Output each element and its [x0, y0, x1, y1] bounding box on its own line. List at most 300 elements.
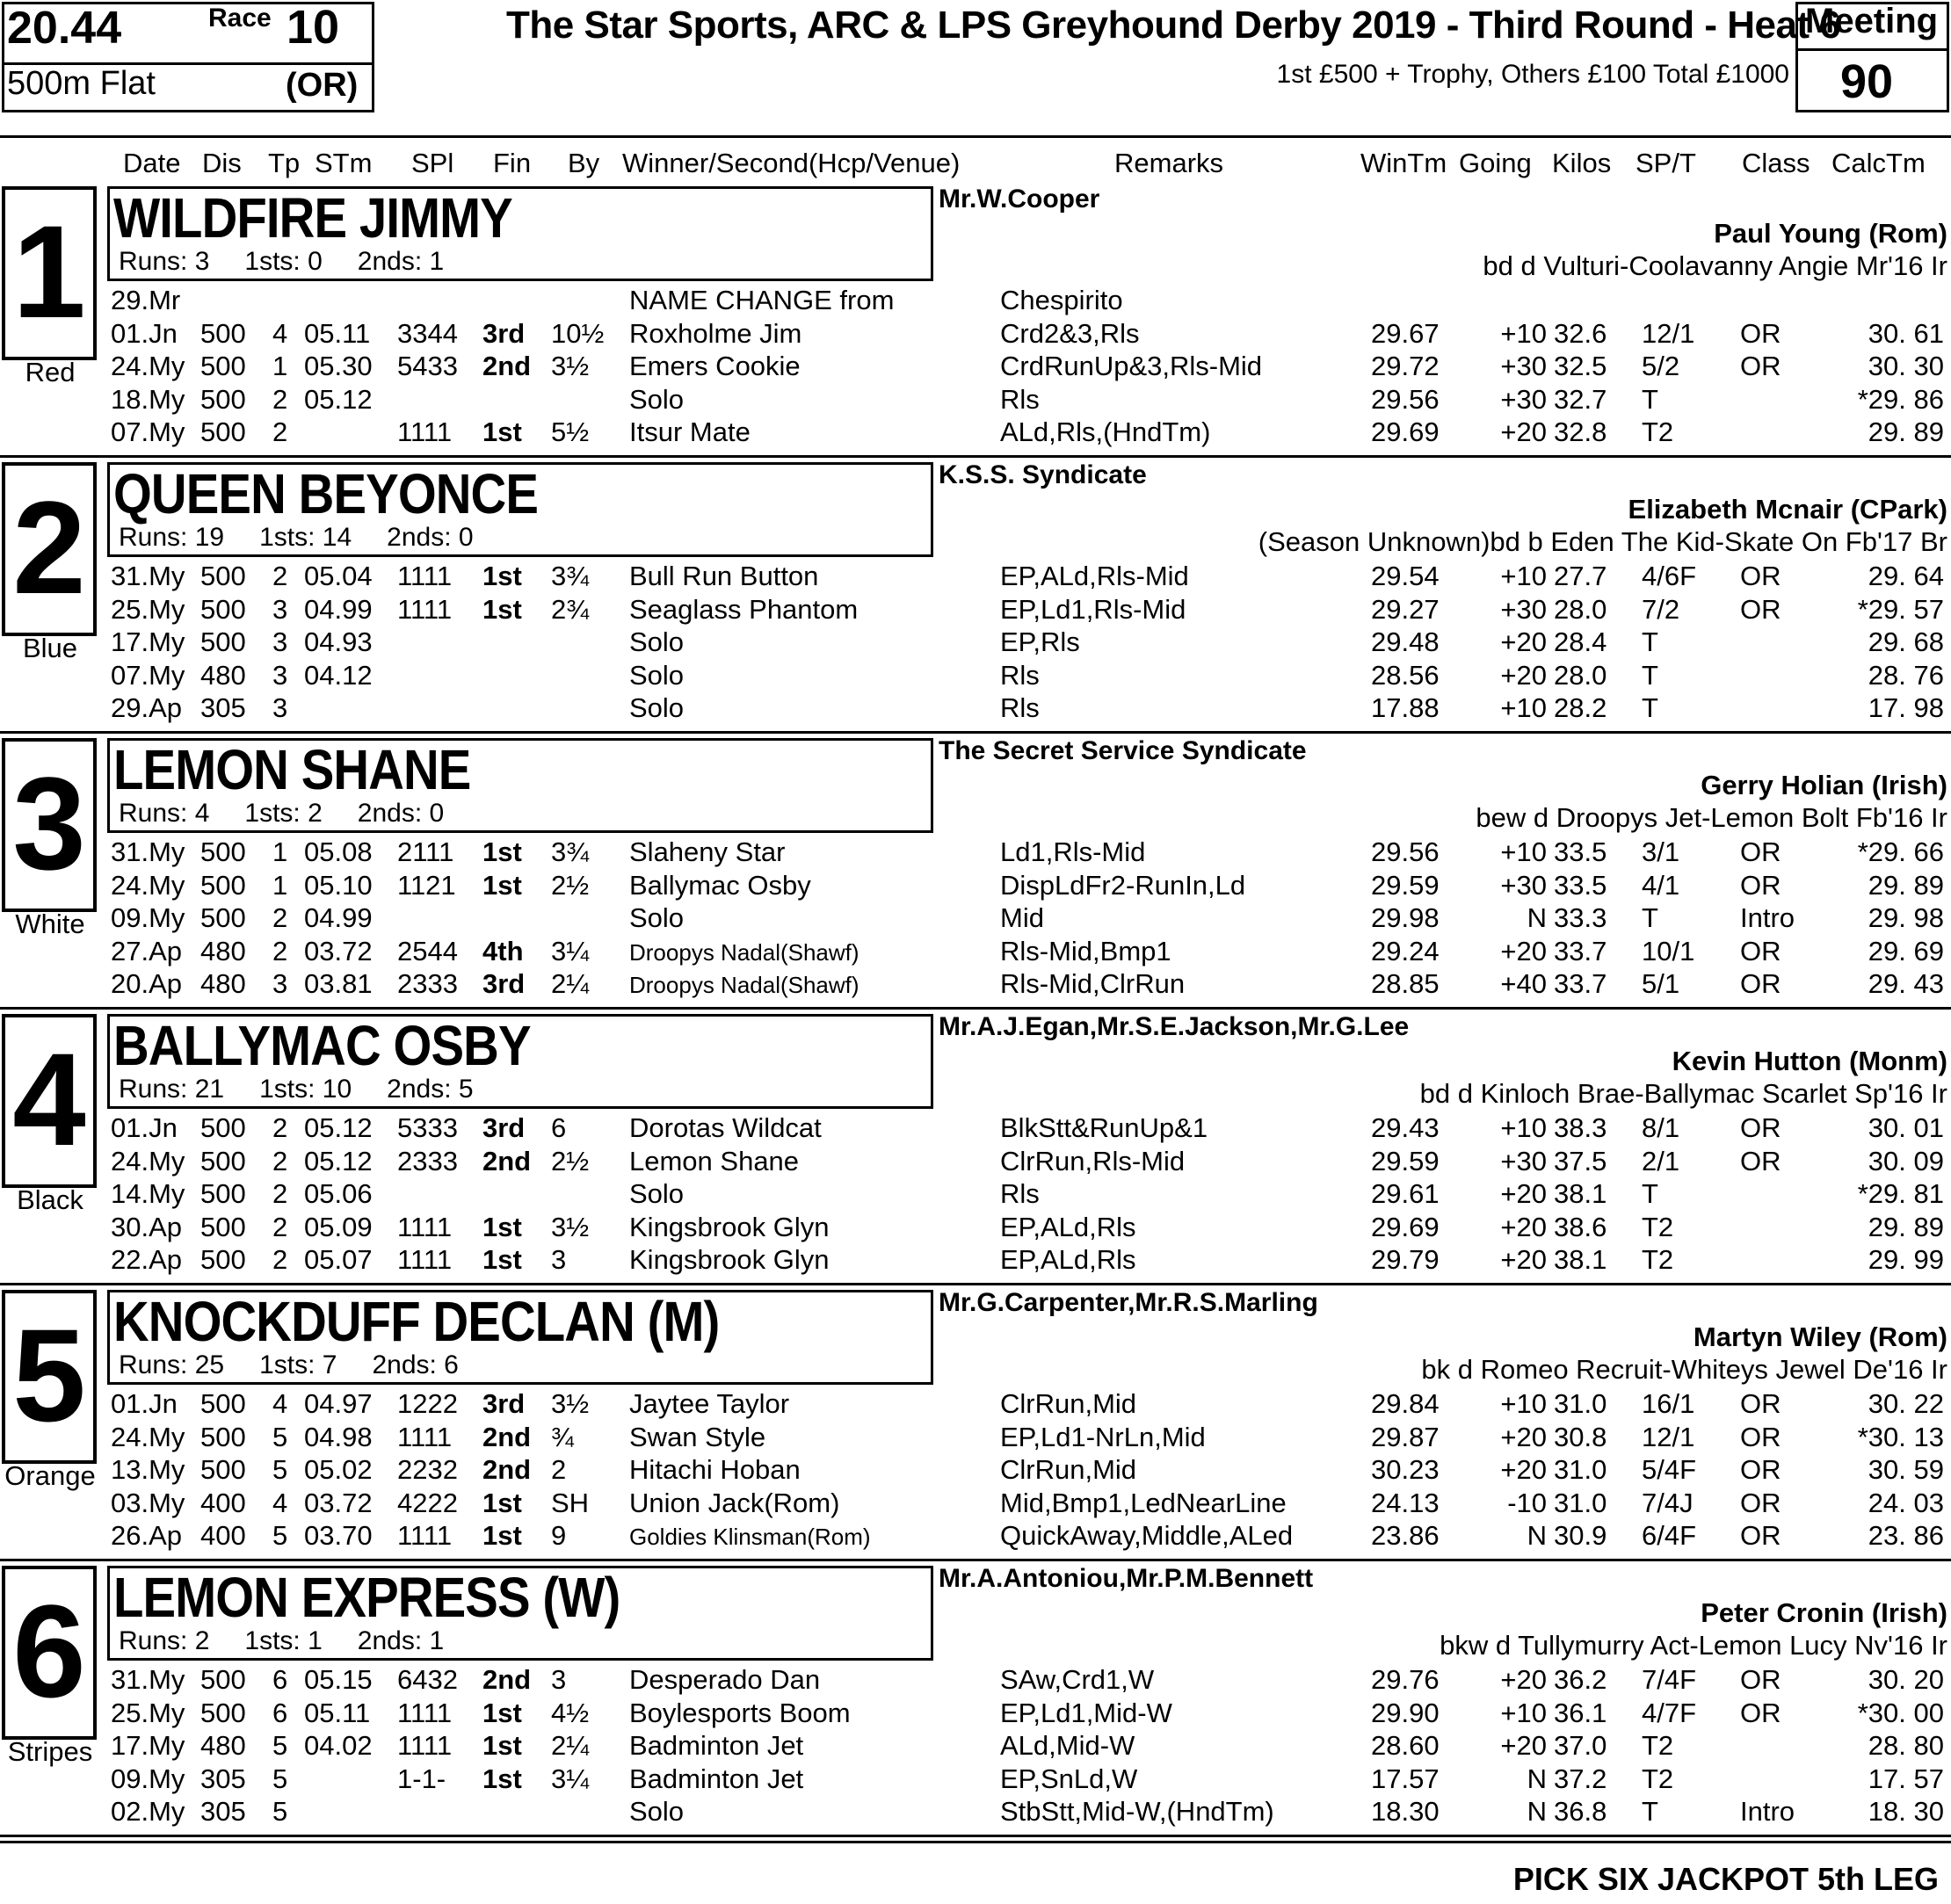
form-class: OR	[1740, 593, 1781, 625]
form-remarks: StbStt,Mid-W,(HndTm)	[1000, 1796, 1274, 1827]
form-by: 2½	[551, 1145, 590, 1176]
form-spl: 1111	[397, 1211, 453, 1242]
meeting-divider	[1798, 48, 1947, 51]
form-row	[0, 1422, 1951, 1454]
form-stm: 05.30	[304, 351, 373, 381]
form-dis: 500	[200, 1454, 246, 1485]
form-remarks: Rls	[1000, 659, 1040, 691]
form-stm: 04.99	[304, 593, 373, 625]
form-wintm: 29.54	[1371, 561, 1440, 591]
form-winner: Solo	[629, 1796, 685, 1827]
form-fin: 1st	[482, 1763, 522, 1794]
form-calctm: 29. 89	[1868, 869, 1944, 901]
form-tp: 4	[272, 1388, 288, 1419]
form-row	[0, 1488, 1951, 1520]
form-dis: 500	[200, 902, 246, 933]
form-fin: 1st	[482, 1211, 522, 1242]
form-fin: 1st	[482, 1244, 522, 1275]
runner-block	[0, 735, 1951, 1010]
runner-separator	[0, 1283, 1951, 1285]
stat-seconds: 2nds: 1	[357, 247, 445, 276]
form-by: 3¾	[551, 836, 590, 867]
form-calctm: *29. 86	[1857, 383, 1944, 415]
form-going: +10	[1500, 317, 1547, 349]
form-calctm: 18. 30	[1868, 1796, 1944, 1827]
runner-separator	[0, 1559, 1951, 1561]
breeding: bd d Vulturi-Coolavanny Angie Mr'16 Ir	[1483, 250, 1947, 281]
form-dis: 500	[200, 593, 246, 625]
form-winner: Dorotas Wildcat	[629, 1112, 822, 1143]
dog-name: WILDFIRE JIMMY	[113, 186, 512, 250]
form-kilos: 37.2	[1554, 1763, 1607, 1794]
form-spl: 1111	[397, 1697, 453, 1728]
form-stm: 04.99	[304, 902, 373, 933]
form-row	[0, 1388, 1951, 1421]
form-kilos: 32.5	[1554, 351, 1607, 381]
breeding: bk d Romeo Recruit-Whiteys Jewel De'16 Ir	[1421, 1354, 1947, 1385]
form-tp: 2	[272, 561, 288, 591]
form-wintm: 29.69	[1371, 416, 1440, 447]
form-remarks: CrdRunUp&3,Rls-Mid	[1000, 351, 1263, 381]
form-going: +10	[1500, 561, 1547, 591]
form-spt: 16/1	[1642, 1388, 1695, 1419]
form-tp: 6	[272, 1664, 288, 1695]
form-row	[0, 936, 1951, 968]
race-time: 20.44	[7, 3, 122, 54]
stat-seconds: 2nds: 6	[372, 1350, 459, 1379]
stat-firsts: 1sts: 7	[259, 1350, 337, 1379]
form-date: 27.Ap	[111, 935, 183, 966]
form-remarks: ClrRun,Rls-Mid	[1000, 1145, 1186, 1176]
form-tp: 2	[272, 902, 288, 933]
form-stm: 03.70	[304, 1520, 373, 1551]
form-spt: T2	[1642, 1730, 1674, 1761]
form-dis: 500	[200, 1244, 246, 1275]
stat-runs: Runs: 4	[119, 799, 210, 828]
runner-separator	[0, 731, 1951, 734]
form-date: 07.My	[111, 416, 185, 447]
form-row	[0, 660, 1951, 692]
form-winner: Solo	[629, 1178, 685, 1209]
column-header: WinTm	[1360, 148, 1447, 178]
form-stm: 03.81	[304, 968, 373, 999]
form-class: OR	[1740, 1112, 1781, 1143]
form-tp: 2	[272, 1112, 288, 1143]
form-kilos: 31.0	[1554, 1487, 1607, 1518]
form-spt: T	[1642, 1796, 1658, 1827]
form-fin: 2nd	[482, 1664, 532, 1695]
form-kilos: 38.1	[1554, 1244, 1607, 1275]
form-date: 01.Jn	[111, 317, 178, 349]
form-row	[0, 561, 1951, 593]
form-remarks: EP,Ld1-NrLn,Mid	[1000, 1421, 1206, 1452]
form-date: 18.My	[111, 383, 185, 415]
form-dis: 500	[200, 351, 246, 381]
form-row	[0, 626, 1951, 659]
form-wintm: 29.69	[1371, 1211, 1440, 1242]
meeting-label: Meeting	[1805, 2, 1939, 40]
dog-name: KNOCKDUFF DECLAN (M)	[113, 1290, 720, 1353]
form-dis: 400	[200, 1487, 246, 1518]
form-dis: 500	[200, 1664, 246, 1695]
stat-firsts: 1sts: 2	[244, 799, 323, 828]
form-wintm: 29.67	[1371, 317, 1440, 349]
form-remarks: ALd,Mid-W	[1000, 1730, 1135, 1761]
form-remarks: Mid	[1000, 902, 1044, 933]
form-date: 03.My	[111, 1487, 185, 1518]
form-fin: 3rd	[482, 968, 526, 999]
form-going: +20	[1500, 1730, 1547, 1761]
form-spl: 1111	[397, 1421, 453, 1452]
form-spl: 3344	[397, 317, 458, 349]
form-class: OR	[1740, 1697, 1781, 1728]
form-fin: 1st	[482, 1730, 522, 1761]
form-row	[0, 1698, 1951, 1730]
form-spt: T2	[1642, 1244, 1674, 1275]
form-spt: 12/1	[1642, 1421, 1695, 1452]
owner: Mr.A.J.Egan,Mr.S.E.Jackson,Mr.G.Lee	[939, 1012, 1410, 1041]
form-date: 17.My	[111, 1730, 185, 1761]
form-stm: 05.08	[304, 836, 373, 867]
column-header: SPl	[411, 148, 454, 178]
column-header: By	[568, 148, 600, 178]
form-spt: 7/2	[1642, 593, 1680, 625]
form-kilos: 28.0	[1554, 593, 1607, 625]
breeding: bew d Droopys Jet-Lemon Bolt Fb'16 Ir	[1476, 802, 1947, 833]
form-spl: 2333	[397, 1145, 458, 1176]
form-going: +10	[1500, 692, 1547, 723]
form-spt: 4/1	[1642, 869, 1680, 901]
form-spt: 12/1	[1642, 317, 1695, 349]
form-by: 3½	[551, 1388, 590, 1419]
runner-separator	[0, 455, 1951, 458]
dog-stats	[119, 523, 509, 553]
form-winner: Solo	[629, 626, 685, 657]
form-going: +10	[1500, 1388, 1547, 1419]
form-tp: 3	[272, 968, 288, 999]
form-tp: 4	[272, 1487, 288, 1518]
form-by: ¾	[551, 1421, 574, 1452]
form-kilos: 37.5	[1554, 1145, 1607, 1176]
race-grade: (OR)	[286, 67, 359, 104]
form-stm: 03.72	[304, 935, 373, 966]
form-going: +10	[1500, 836, 1547, 867]
form-winner: Boylesports Boom	[629, 1697, 851, 1728]
form-tp: 6	[272, 1697, 288, 1728]
form-date: 09.My	[111, 902, 185, 933]
form-going: +30	[1500, 1145, 1547, 1176]
form-tp: 5	[272, 1763, 288, 1794]
form-date: 24.My	[111, 1421, 185, 1452]
form-spt: T	[1642, 692, 1658, 723]
form-stm: 05.02	[304, 1454, 373, 1485]
form-remarks: EP,ALd,Rls	[1000, 1244, 1136, 1275]
form-winner: Ballymac Osby	[629, 869, 811, 901]
form-wintm: 29.24	[1371, 935, 1440, 966]
form-remarks: SAw,Crd1,W	[1000, 1664, 1155, 1695]
form-dis: 500	[200, 383, 246, 415]
form-spl: 5433	[397, 351, 458, 381]
dog-name: LEMON SHANE	[113, 738, 471, 801]
form-tp: 2	[272, 1145, 288, 1176]
form-calctm: 29. 69	[1868, 935, 1944, 966]
form-kilos: 38.3	[1554, 1112, 1607, 1143]
form-going: N	[1527, 1763, 1547, 1794]
trap-colour: Orange	[4, 1460, 96, 1491]
form-winner: Swan Style	[629, 1421, 766, 1452]
form-dis: 480	[200, 659, 246, 691]
form-stm: 05.10	[304, 869, 373, 901]
stat-runs: Runs: 21	[119, 1075, 225, 1104]
form-by: 3¼	[551, 935, 590, 966]
form-dis: 500	[200, 416, 246, 447]
dog-stats	[119, 247, 479, 277]
form-calctm: 30. 61	[1868, 317, 1944, 349]
form-kilos: 33.5	[1554, 836, 1607, 867]
form-wintm: 29.48	[1371, 626, 1440, 657]
form-stm: 04.02	[304, 1730, 373, 1761]
form-calctm: 24. 03	[1868, 1487, 1944, 1518]
form-going: N	[1527, 1520, 1547, 1551]
form-winner: Droopys Nadal(Shawf)	[629, 938, 859, 966]
column-header: Class	[1742, 148, 1810, 178]
form-tp: 5	[272, 1454, 288, 1485]
stat-seconds: 2nds: 0	[387, 523, 474, 552]
form-spt: 4/7F	[1642, 1697, 1697, 1728]
form-by: 3	[551, 1664, 567, 1695]
form-wintm: 29.90	[1371, 1697, 1440, 1728]
form-by: 9	[551, 1520, 567, 1551]
form-remarks: ClrRun,Mid	[1000, 1454, 1137, 1485]
form-wintm: 29.56	[1371, 383, 1440, 415]
form-spt: 3/1	[1642, 836, 1680, 867]
form-kilos: 28.2	[1554, 692, 1607, 723]
trap-number: 5	[2, 1290, 97, 1464]
form-row	[0, 1244, 1951, 1277]
form-dis: 305	[200, 1763, 246, 1794]
form-class: OR	[1740, 1487, 1781, 1518]
form-wintm: 29.87	[1371, 1421, 1440, 1452]
form-date: 26.Ap	[111, 1520, 183, 1551]
form-row	[0, 1112, 1951, 1145]
breeding: bkw d Tullymurry Act-Lemon Lucy Nv'16 Ir	[1440, 1630, 1947, 1661]
form-winner: Emers Cookie	[629, 351, 801, 381]
form-date: 24.My	[111, 1145, 185, 1176]
column-header: Tp	[268, 148, 301, 178]
form-remarks: Crd2&3,Rls	[1000, 317, 1140, 349]
form-stm: 05.12	[304, 383, 373, 415]
form-kilos: 31.0	[1554, 1454, 1607, 1485]
form-by: 2¼	[551, 1730, 590, 1761]
form-dis: 500	[200, 1178, 246, 1209]
form-remarks: DispLdFr2-RunIn,Ld	[1000, 869, 1246, 901]
column-header: Dis	[202, 148, 242, 178]
form-remarks: Rls-Mid,ClrRun	[1000, 968, 1186, 999]
form-date: 25.My	[111, 1697, 185, 1728]
form-stm: 04.12	[304, 659, 373, 691]
form-remarks: Rls-Mid,Bmp1	[1000, 935, 1171, 966]
stat-seconds: 2nds: 1	[357, 1626, 445, 1655]
form-spl: 2232	[397, 1454, 458, 1485]
form-dis: 400	[200, 1520, 246, 1551]
form-wintm: 17.88	[1371, 692, 1440, 723]
form-winner: Kingsbrook Glyn	[629, 1244, 830, 1275]
form-date: 25.My	[111, 593, 185, 625]
form-by: SH	[551, 1487, 590, 1518]
form-winner: NAME CHANGE from	[629, 285, 895, 315]
form-stm: 03.72	[304, 1487, 373, 1518]
form-kilos: 28.0	[1554, 659, 1607, 691]
prize-money: 1st £500 + Trophy, Others £100 Total £1000	[1276, 60, 1789, 89]
form-class: OR	[1740, 351, 1781, 381]
form-stm: 05.12	[304, 1112, 373, 1143]
form-calctm: 30. 30	[1868, 351, 1944, 381]
form-fin: 2nd	[482, 351, 532, 381]
form-kilos: 33.3	[1554, 902, 1607, 933]
form-dis: 480	[200, 968, 246, 999]
form-wintm: 29.98	[1371, 902, 1440, 933]
form-tp: 1	[272, 351, 288, 381]
form-fin: 1st	[482, 836, 522, 867]
form-tp: 3	[272, 659, 288, 691]
dog-stats	[119, 1075, 509, 1104]
form-spt: T2	[1642, 1763, 1674, 1794]
form-winner: Goldies Klinsman(Rom)	[629, 1524, 871, 1550]
form-date: 29.Mr	[111, 285, 181, 315]
form-wintm: 29.59	[1371, 869, 1440, 901]
column-header: Going	[1459, 148, 1532, 178]
form-by: 3	[551, 1244, 567, 1275]
form-kilos: 32.7	[1554, 383, 1607, 415]
form-by: 3½	[551, 1211, 590, 1242]
form-date: 30.Ap	[111, 1211, 183, 1242]
form-tp: 5	[272, 1421, 288, 1452]
form-going: +20	[1500, 626, 1547, 657]
form-dis: 500	[200, 1388, 246, 1419]
form-calctm: 29. 89	[1868, 416, 1944, 447]
form-remarks: EP,Ld1,Rls-Mid	[1000, 593, 1186, 625]
form-calctm: *29. 66	[1857, 836, 1944, 867]
form-winner: Desperado Dan	[629, 1664, 821, 1695]
form-by: 3¼	[551, 1763, 590, 1794]
form-going: +20	[1500, 1664, 1547, 1695]
form-dis: 500	[200, 1421, 246, 1452]
dog-stats	[119, 799, 479, 829]
form-winner: Droopys Nadal(Shawf)	[629, 972, 859, 998]
form-spt: T	[1642, 902, 1658, 933]
form-remarks: EP,ALd,Rls-Mid	[1000, 561, 1189, 591]
form-kilos: 30.9	[1554, 1520, 1607, 1551]
form-row	[0, 1146, 1951, 1178]
form-wintm: 23.86	[1371, 1520, 1440, 1551]
form-row	[0, 384, 1951, 416]
form-by: 6	[551, 1112, 567, 1143]
form-kilos: 33.7	[1554, 968, 1607, 999]
owner: The Secret Service Syndicate	[939, 736, 1307, 765]
column-header: Date	[123, 148, 181, 178]
form-class: OR	[1740, 869, 1781, 901]
race-distance: 500m Flat	[7, 65, 156, 102]
form-winner: Kingsbrook Glyn	[629, 1211, 830, 1242]
form-row	[0, 1763, 1951, 1796]
form-by: 4½	[551, 1697, 590, 1728]
form-calctm: 23. 86	[1868, 1520, 1944, 1551]
form-going: +30	[1500, 869, 1547, 901]
form-remarks: ClrRun,Mid	[1000, 1388, 1137, 1419]
form-date: 20.Ap	[111, 968, 183, 999]
form-tp: 1	[272, 836, 288, 867]
form-class: OR	[1740, 1520, 1781, 1551]
form-class: OR	[1740, 1454, 1781, 1485]
form-spl: 1111	[397, 593, 453, 625]
form-spl: 1111	[397, 1244, 453, 1275]
form-calctm: 30. 22	[1868, 1388, 1944, 1419]
trainer: Gerry Holian (Irish)	[1701, 770, 1947, 800]
trap-number: 2	[2, 462, 97, 636]
form-going: +30	[1500, 351, 1547, 381]
runner-block	[0, 1010, 1951, 1286]
form-going: N	[1527, 902, 1547, 933]
form-by: 2½	[551, 869, 590, 901]
form-dis: 305	[200, 692, 246, 723]
owner: Mr.G.Carpenter,Mr.R.S.Marling	[939, 1288, 1318, 1317]
form-tp: 2	[272, 383, 288, 415]
form-date: 09.My	[111, 1763, 185, 1794]
form-spt: 7/4J	[1642, 1487, 1694, 1518]
form-remarks: BlkStt&RunUp&1	[1000, 1112, 1208, 1143]
form-kilos: 36.8	[1554, 1796, 1607, 1827]
race-title: The Star Sports, ARC & LPS Greyhound Derby 2019 - Third Round - Heat 6	[506, 4, 1841, 47]
form-tp: 5	[272, 1796, 288, 1827]
form-wintm: 30.23	[1371, 1454, 1440, 1485]
form-by: 3¾	[551, 561, 590, 591]
form-row	[0, 351, 1951, 383]
form-remarks: EP,ALd,Rls	[1000, 1211, 1136, 1242]
form-row	[0, 836, 1951, 869]
form-wintm: 28.60	[1371, 1730, 1440, 1761]
form-calctm: *30. 13	[1857, 1421, 1944, 1452]
form-fin: 1st	[482, 1697, 522, 1728]
form-stm: 05.12	[304, 1145, 373, 1176]
form-winner: Bull Run Button	[629, 561, 819, 591]
form-date: 14.My	[111, 1178, 185, 1209]
form-wintm: 29.27	[1371, 593, 1440, 625]
column-header: Remarks	[1114, 148, 1224, 178]
form-fin: 3rd	[482, 317, 526, 349]
form-tp: 3	[272, 593, 288, 625]
trainer: Kevin Hutton (Monm)	[1672, 1046, 1947, 1076]
form-kilos: 33.5	[1554, 869, 1607, 901]
form-class: OR	[1740, 1421, 1781, 1452]
runner-block	[0, 1286, 1951, 1562]
form-row	[0, 1454, 1951, 1487]
form-remarks: Rls	[1000, 692, 1040, 723]
form-stm: 05.11	[304, 317, 371, 349]
form-calctm: *29. 57	[1857, 593, 1944, 625]
trap-colour: White	[15, 909, 85, 939]
column-header: SP/T	[1636, 148, 1696, 178]
column-header: CalcTm	[1831, 148, 1926, 178]
form-dis: 500	[200, 869, 246, 901]
form-class: OR	[1740, 1664, 1781, 1695]
form-row	[0, 902, 1951, 935]
form-wintm: 17.57	[1371, 1763, 1440, 1794]
trainer: Paul Young (Rom)	[1714, 218, 1947, 249]
meeting-number: 90	[1840, 55, 1894, 108]
form-winner: Union Jack(Rom)	[629, 1487, 840, 1518]
form-winner: Slaheny Star	[629, 836, 786, 867]
form-calctm: 29. 99	[1868, 1244, 1944, 1275]
